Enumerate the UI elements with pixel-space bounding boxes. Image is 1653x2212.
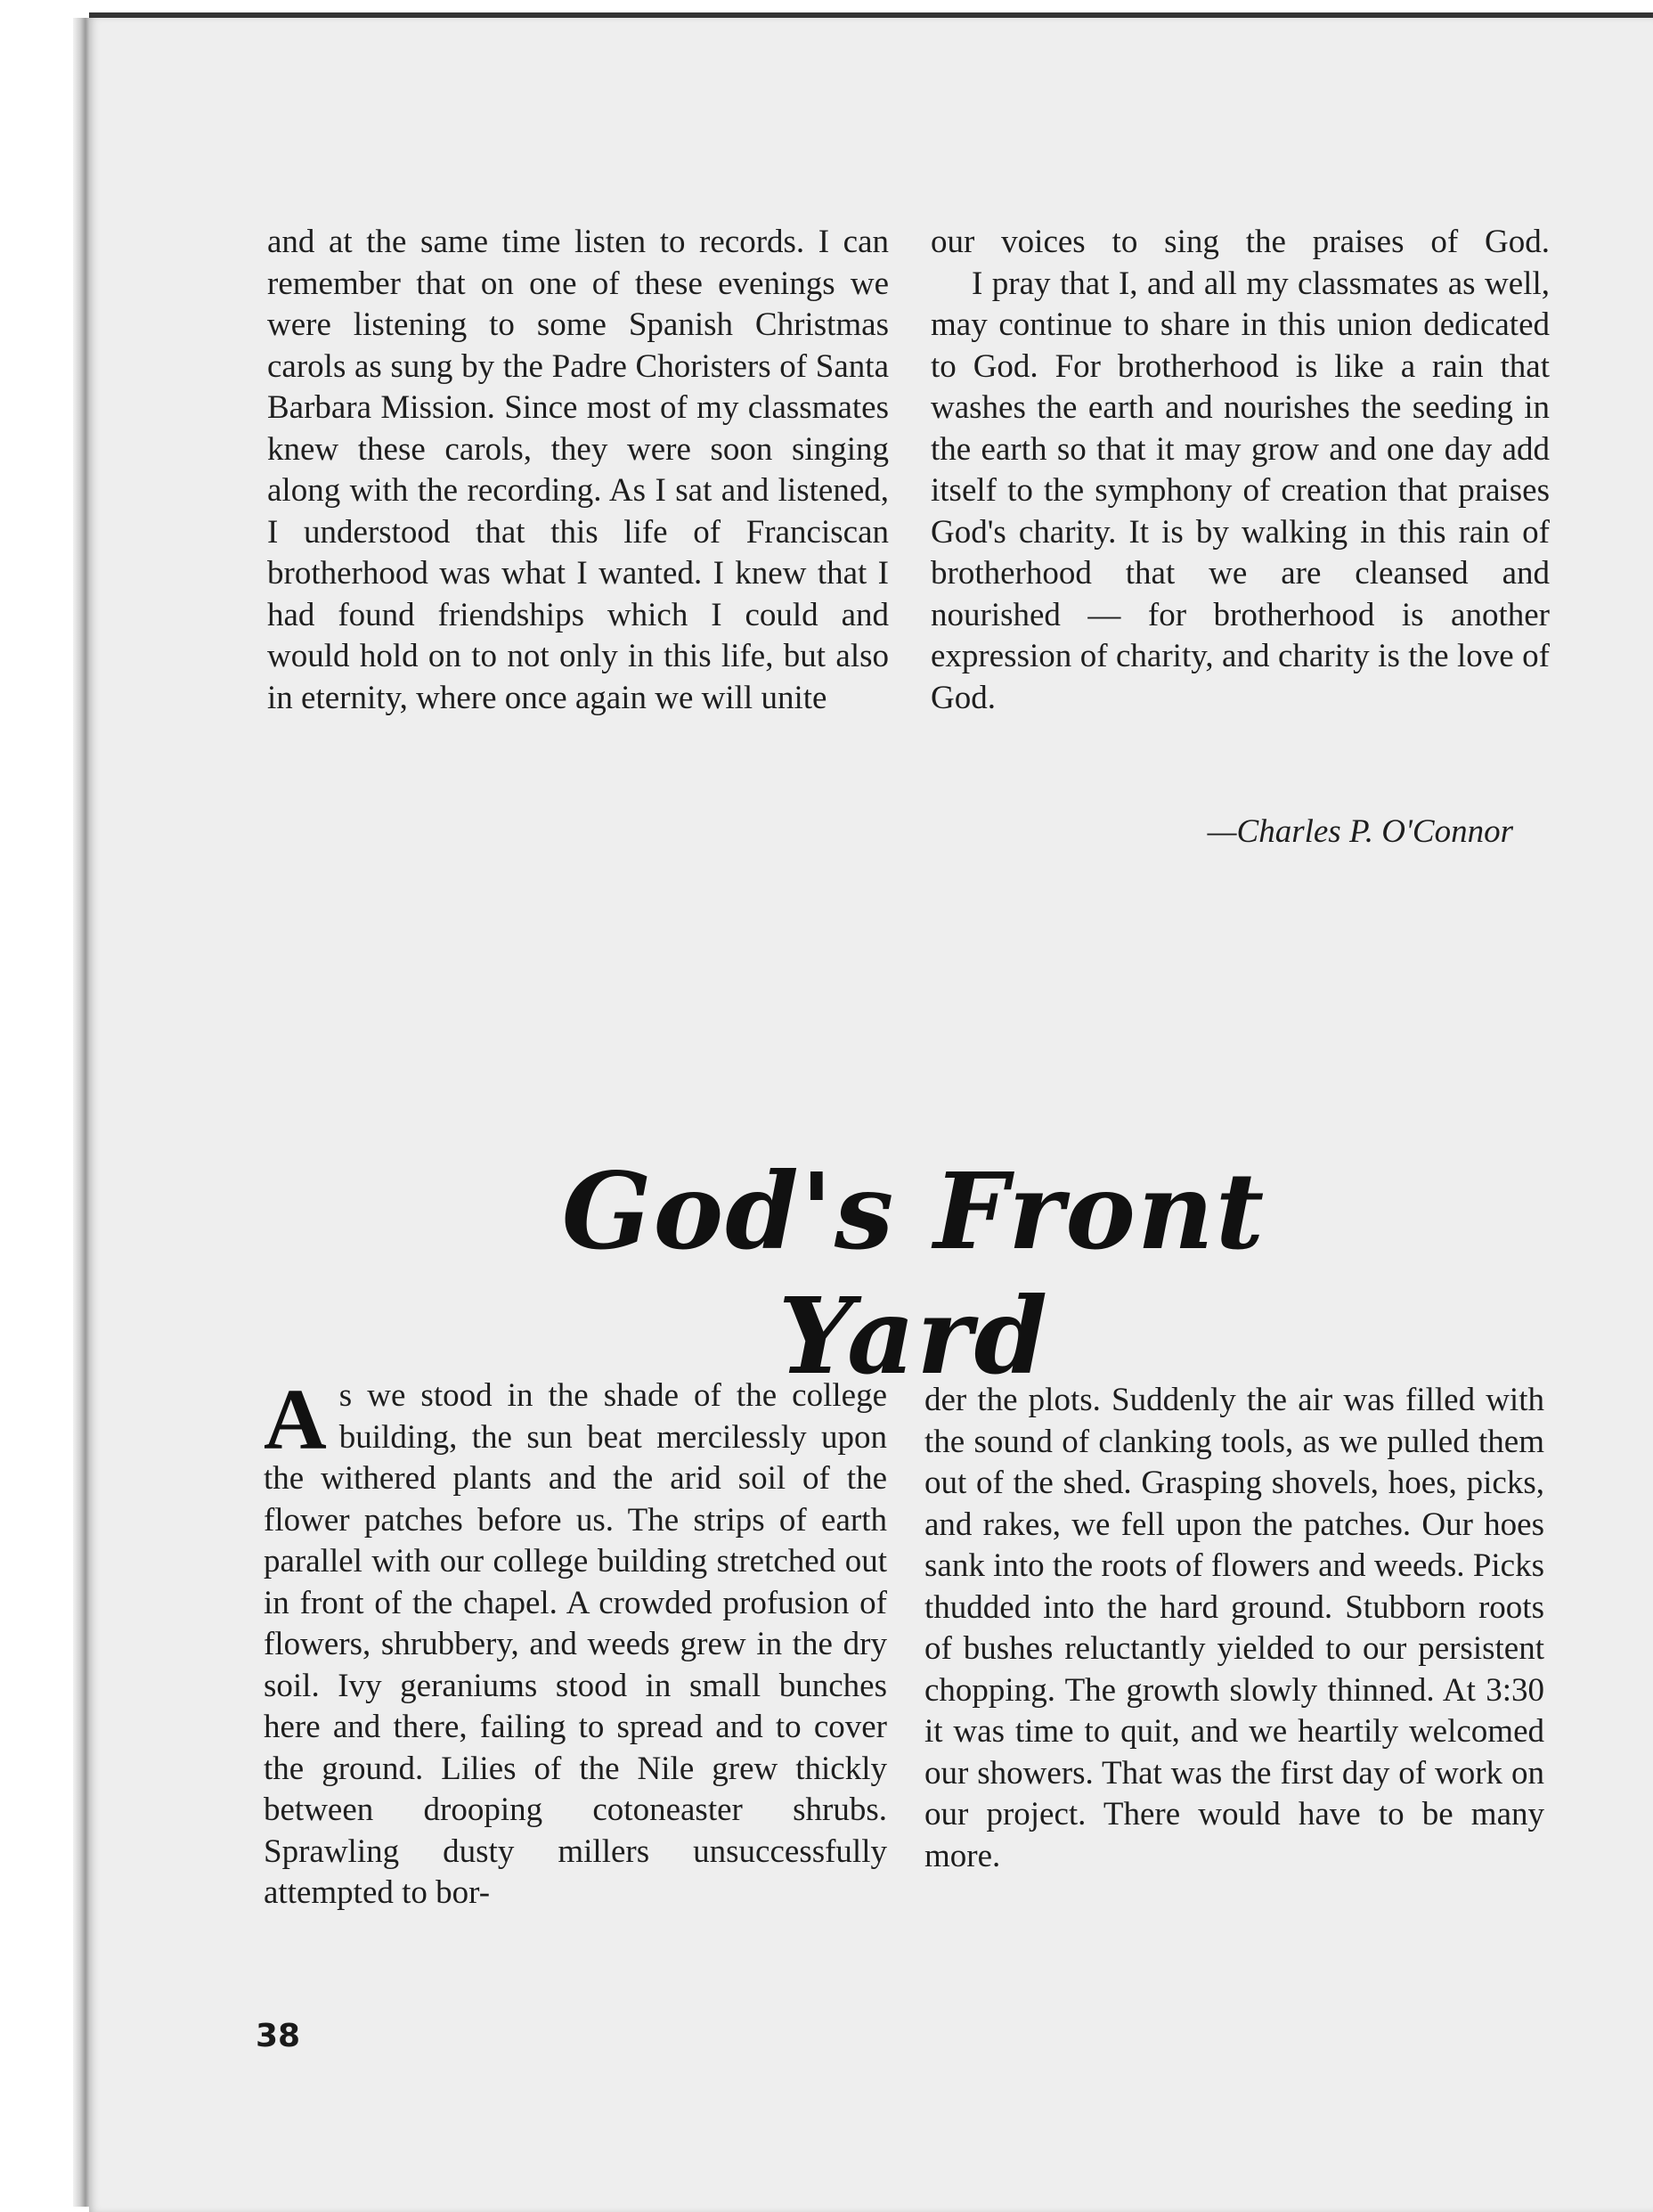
paragraph-text: s we stood in the shade of the college building, the sun beat mercilessly upon the withered plants and the arid soil of the flower patches before us. The strips of earth parallel with our college building stretched out in front of the chapel. A crowded profusion of flowers, shrubbery, and weeds grew in the dry soil. Ivy geraniums stood in small bunches here and there, failing to spread and to cover the ground. Lilies of the Nile grew thickly between drooping cotoneaster shrubs. Sprawling dusty millers unsuccessfully attempted to bor- (264, 1377, 887, 1911)
top-article-right-column (931, 222, 1550, 719)
paragraph: I pray that I, and all my classmates as well, may continue to share in this union dedicated to God. For brotherhood is like a rain that washes the earth and nourishes the seeding in the earth so that it may grow and one day add itself to the symphony of creation that praises God's charity. It is by walking in this rain of brotherhood that we are cleansed and nourished — for brotherhood is another expression of charity, and charity is the love of God. (931, 265, 1550, 716)
drop-cap: A (264, 1372, 327, 1468)
bottom-article-right-column (924, 1380, 1544, 1877)
bottom-article-left-column (264, 1372, 887, 1914)
paragraph: our voices to sing the praises of God. (931, 224, 1550, 260)
paragraph (264, 1372, 887, 1914)
paragraph: and at the same time listen to records. I can remember that on one of these evenings we were listening to some Spanish Christmas carols as sung by the Padre Choristers of Santa Barbara Mission. Since most of my classmates knew these carols, they were soon singing along with the recording. As I sat and listened, I understood that this life of Franciscan brotherhood was what I wanted. I knew that I had found friendships which I could and would hold on to not only in this life, but also in eternity, where once again we will unite (267, 224, 889, 716)
paragraph: der the plots. Suddenly the air was filled with the sound of clanking tools, as we pulled them out of the shed. Grasping shovels, hoes, picks, and rakes, we fell upon the patches. Our hoes sank into the roots of flowers and weeds. Picks thudded into the hard ground. Stubborn roots of bushes reluctantly yielded to our persistent chopping. The growth slowly thinned. At 3:30 it was time to quit, and we heartily welcomed our showers. That was the first day of work on our project. There would have to be many more. (924, 1382, 1544, 1874)
page-binding-edge (73, 18, 91, 2207)
article-title: God's Front Yard (561, 1149, 1266, 1398)
page-number: 38 (256, 2018, 301, 2054)
author-signature: —Charles P. O'Connor (1207, 813, 1513, 850)
top-article-left-column (267, 222, 889, 719)
